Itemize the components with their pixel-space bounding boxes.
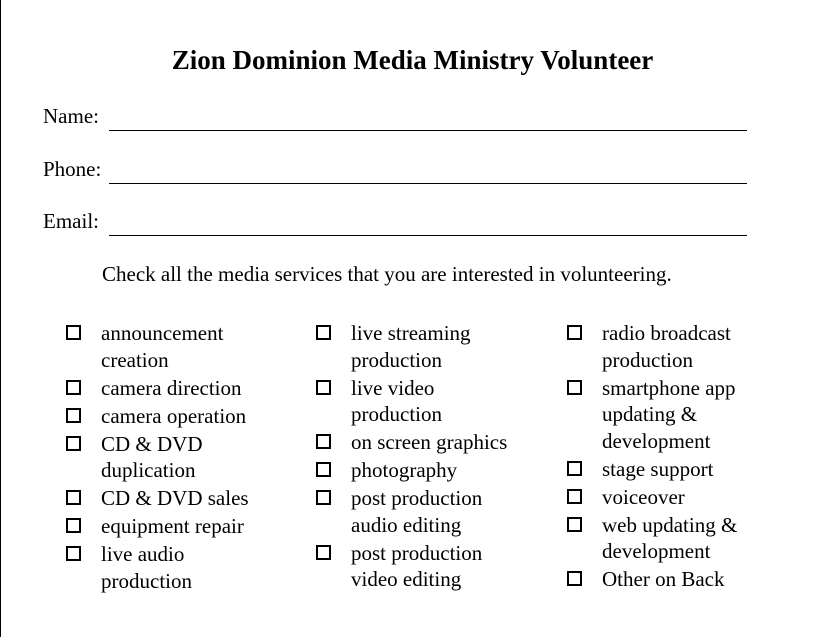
checkbox-radio-broadcast-production[interactable]	[567, 325, 582, 340]
checklist-item-label: Other on Back	[602, 567, 725, 591]
checkbox-stage-support[interactable]	[567, 461, 582, 476]
phone-input-line[interactable]	[109, 183, 747, 184]
checklist-item-label: live audio production	[101, 542, 192, 593]
checklist-item-label: post production audio editing	[351, 486, 483, 537]
checklist-item-label: radio broadcast production	[602, 321, 731, 372]
name-label: Name:	[43, 104, 99, 128]
checkbox-other-on-back[interactable]	[567, 571, 582, 586]
checklist-item-stage-support	[566, 456, 806, 483]
checklist-item-label: live streaming production	[351, 321, 471, 372]
page-left-border	[0, 0, 1, 637]
checkbox-cd-dvd-duplication[interactable]	[66, 436, 81, 451]
checklist-item-camera-operation	[65, 403, 305, 430]
checklist-item-live-audio-production	[65, 541, 305, 594]
checkbox-on-screen-graphics[interactable]	[316, 434, 331, 449]
checklist-item-other-on-back	[566, 566, 806, 593]
checklist-item-photography	[315, 457, 555, 484]
checklist-item-web-updating-development	[566, 512, 806, 565]
checkbox-camera-operation[interactable]	[66, 408, 81, 423]
services-column-3	[566, 320, 806, 594]
checkbox-announcement-creation[interactable]	[66, 325, 81, 340]
phone-field	[43, 154, 747, 184]
checklist-item-label: camera direction	[101, 375, 242, 400]
name-field	[43, 101, 747, 131]
checkbox-equipment-repair[interactable]	[66, 518, 81, 533]
checklist-item-equipment-repair	[65, 513, 305, 540]
checkbox-camera-direction[interactable]	[66, 380, 81, 395]
checkbox-post-production-audio-editing[interactable]	[316, 490, 331, 505]
checklist-item-label: stage support	[602, 456, 714, 481]
checklist-item-label: CD & DVD sales	[101, 486, 249, 510]
email-input-line[interactable]	[109, 235, 747, 236]
checklist-item-label: equipment repair	[101, 514, 244, 538]
checklist-item-label: photography	[351, 458, 458, 482]
checklist-item-label: camera operation	[101, 403, 247, 428]
checklist-item-voiceover	[566, 484, 806, 511]
email-label: Email:	[43, 209, 99, 233]
checklist-item-live-streaming-production	[315, 320, 555, 373]
checkbox-smartphone-app-development[interactable]	[567, 380, 582, 395]
instructions-text: Check all the media services that you are interested in volunteering.	[102, 262, 672, 286]
checkbox-photography[interactable]	[316, 462, 331, 477]
checklist-item-smartphone-app-development	[566, 375, 806, 455]
checklist-item-cd-dvd-duplication	[65, 431, 305, 484]
checklist-item-label: announcement creation	[101, 321, 224, 372]
phone-label: Phone:	[43, 157, 102, 181]
checkbox-voiceover[interactable]	[567, 489, 582, 504]
checklist-item-label: CD & DVD duplication	[101, 431, 203, 482]
form-title: Zion Dominion Media Ministry Volunteer	[171, 45, 654, 75]
services-column-1	[65, 320, 305, 596]
email-field	[43, 206, 747, 236]
checklist-item-on-screen-graphics	[315, 429, 555, 456]
name-input-line[interactable]	[109, 130, 747, 131]
checkbox-live-video-production[interactable]	[316, 380, 331, 395]
checklist-item-post-production-audio-editing	[315, 485, 555, 538]
services-column-2	[315, 320, 555, 594]
checkbox-cd-dvd-sales[interactable]	[66, 490, 81, 505]
checklist-item-label: voiceover	[602, 484, 685, 509]
checklist-item-label: smartphone app updating & development	[602, 375, 736, 453]
checkbox-live-streaming-production[interactable]	[316, 325, 331, 340]
checkbox-live-audio-production[interactable]	[66, 546, 81, 561]
checklist-item-label: live video production	[351, 375, 442, 426]
checklist-item-radio-broadcast-production	[566, 320, 806, 373]
checklist-item-live-video-production	[315, 375, 555, 428]
checklist-item-label: on screen graphics	[351, 430, 508, 454]
checklist-item-camera-direction	[65, 375, 305, 402]
checkbox-web-updating-development[interactable]	[567, 517, 582, 532]
checklist-item-cd-dvd-sales	[65, 485, 305, 512]
checklist-item-announcement-creation	[65, 320, 305, 373]
checklist-item-label: web updating & development	[602, 512, 738, 563]
checkbox-post-production-video-editing[interactable]	[316, 545, 331, 560]
checklist-item-post-production-video-editing	[315, 540, 555, 593]
checklist-item-label: post production video editing	[351, 540, 483, 591]
